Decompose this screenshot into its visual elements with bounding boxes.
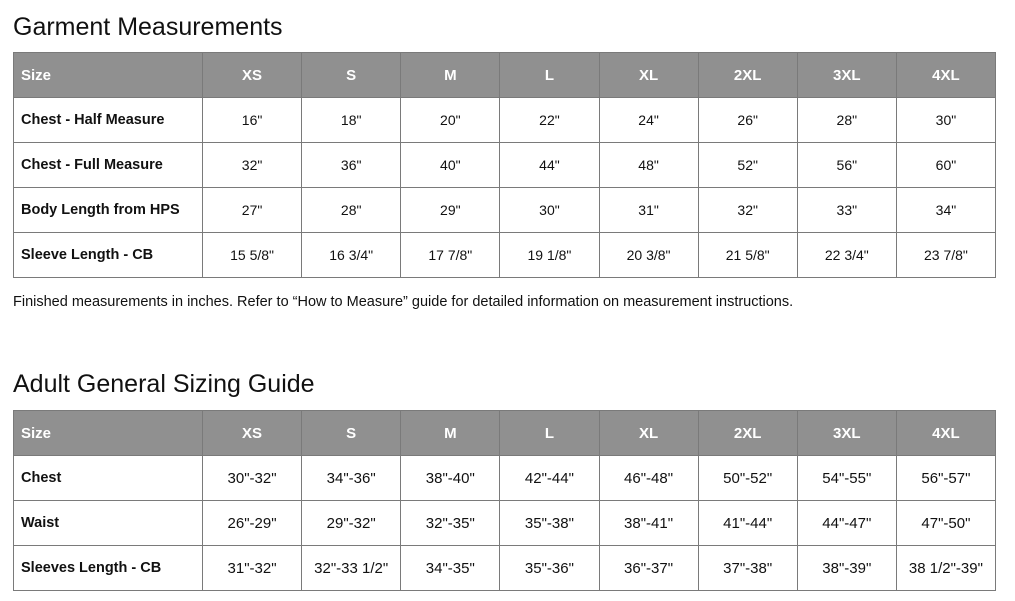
- table-cell: 30"-32": [203, 456, 302, 501]
- table-cell: 21 5/8": [698, 233, 797, 278]
- table-cell: 37"-38": [698, 546, 797, 591]
- table-row: [14, 456, 996, 501]
- table-row: [14, 546, 996, 591]
- table-cell: 33": [797, 188, 896, 233]
- sizing-guide-table: [13, 410, 996, 591]
- table-cell: 34": [896, 188, 995, 233]
- table-cell: 36"-37": [599, 546, 698, 591]
- table-cell: 32"-33 1/2": [302, 546, 401, 591]
- table-cell: 23 7/8": [896, 233, 995, 278]
- table-cell: 54"-55": [797, 456, 896, 501]
- table-row: [14, 501, 996, 546]
- table-cell: 28": [797, 98, 896, 143]
- table-cell: 20": [401, 98, 500, 143]
- table-cell: 56": [797, 143, 896, 188]
- table-cell: 27": [203, 188, 302, 233]
- table-row: [14, 188, 996, 233]
- table-cell: 48": [599, 143, 698, 188]
- table-cell: 52": [698, 143, 797, 188]
- table-cell: 50"-52": [698, 456, 797, 501]
- table-cell: 29"-32": [302, 501, 401, 546]
- table-cell: 60": [896, 143, 995, 188]
- row-label: Body Length from HPS: [14, 188, 203, 233]
- header-l: L: [500, 53, 599, 98]
- table-cell: 56"-57": [896, 456, 995, 501]
- table-cell: 22 3/4": [797, 233, 896, 278]
- header-xs: XS: [203, 53, 302, 98]
- table-cell: 47"-50": [896, 501, 995, 546]
- table-header-row: [14, 53, 996, 98]
- table-cell: 40": [401, 143, 500, 188]
- measurement-note: Finished measurements in inches. Refer to “How to Measure” guide for detailed information on measurement instructions.: [13, 294, 794, 310]
- header-s: S: [302, 53, 401, 98]
- row-label: Chest - Half Measure: [14, 98, 203, 143]
- header-xl: XL: [599, 411, 698, 456]
- table-cell: 18": [302, 98, 401, 143]
- garment-measurements-title: Garment Measurements: [13, 13, 283, 41]
- table-cell: 16 3/4": [302, 233, 401, 278]
- row-label: Waist: [14, 501, 203, 546]
- table-cell: 36": [302, 143, 401, 188]
- row-label: Chest - Full Measure: [14, 143, 203, 188]
- table-cell: 38 1/2"-39": [896, 546, 995, 591]
- table-cell: 20 3/8": [599, 233, 698, 278]
- header-xl: XL: [599, 53, 698, 98]
- header-l: L: [500, 411, 599, 456]
- table-cell: 28": [302, 188, 401, 233]
- table-cell: 32": [698, 188, 797, 233]
- table-cell: 24": [599, 98, 698, 143]
- header-s: S: [302, 411, 401, 456]
- table-cell: 17 7/8": [401, 233, 500, 278]
- header-2xl: 2XL: [698, 53, 797, 98]
- header-xs: XS: [203, 411, 302, 456]
- table-cell: 26"-29": [203, 501, 302, 546]
- header-size: Size: [14, 411, 203, 456]
- table-cell: 29": [401, 188, 500, 233]
- header-3xl: 3XL: [797, 411, 896, 456]
- table-row: [14, 233, 996, 278]
- table-cell: 38"-40": [401, 456, 500, 501]
- table-cell: 30": [500, 188, 599, 233]
- table-cell: 34"-35": [401, 546, 500, 591]
- table-cell: 22": [500, 98, 599, 143]
- table-cell: 42"-44": [500, 456, 599, 501]
- table-cell: 26": [698, 98, 797, 143]
- table-cell: 38"-39": [797, 546, 896, 591]
- table-cell: 16": [203, 98, 302, 143]
- table-cell: 32": [203, 143, 302, 188]
- header-m: M: [401, 53, 500, 98]
- header-4xl: 4XL: [896, 411, 995, 456]
- header-size: Size: [14, 53, 203, 98]
- table-cell: 19 1/8": [500, 233, 599, 278]
- table-cell: 15 5/8": [203, 233, 302, 278]
- table-cell: 46"-48": [599, 456, 698, 501]
- table-cell: 34"-36": [302, 456, 401, 501]
- table-cell: 32"-35": [401, 501, 500, 546]
- header-4xl: 4XL: [896, 53, 995, 98]
- sizing-guide-title: Adult General Sizing Guide: [13, 370, 315, 398]
- table-cell: 35"-36": [500, 546, 599, 591]
- header-3xl: 3XL: [797, 53, 896, 98]
- table-cell: 41"-44": [698, 501, 797, 546]
- row-label: Sleeves Length - CB: [14, 546, 203, 591]
- garment-measurements-table: [13, 52, 996, 278]
- table-header-row: [14, 411, 996, 456]
- row-label: Sleeve Length - CB: [14, 233, 203, 278]
- table-cell: 44"-47": [797, 501, 896, 546]
- table-cell: 44": [500, 143, 599, 188]
- table-row: [14, 143, 996, 188]
- table-cell: 38"-41": [599, 501, 698, 546]
- table-cell: 35"-38": [500, 501, 599, 546]
- header-m: M: [401, 411, 500, 456]
- header-2xl: 2XL: [698, 411, 797, 456]
- table-cell: 31": [599, 188, 698, 233]
- table-cell: 30": [896, 98, 995, 143]
- table-row: [14, 98, 996, 143]
- row-label: Chest: [14, 456, 203, 501]
- table-cell: 31"-32": [203, 546, 302, 591]
